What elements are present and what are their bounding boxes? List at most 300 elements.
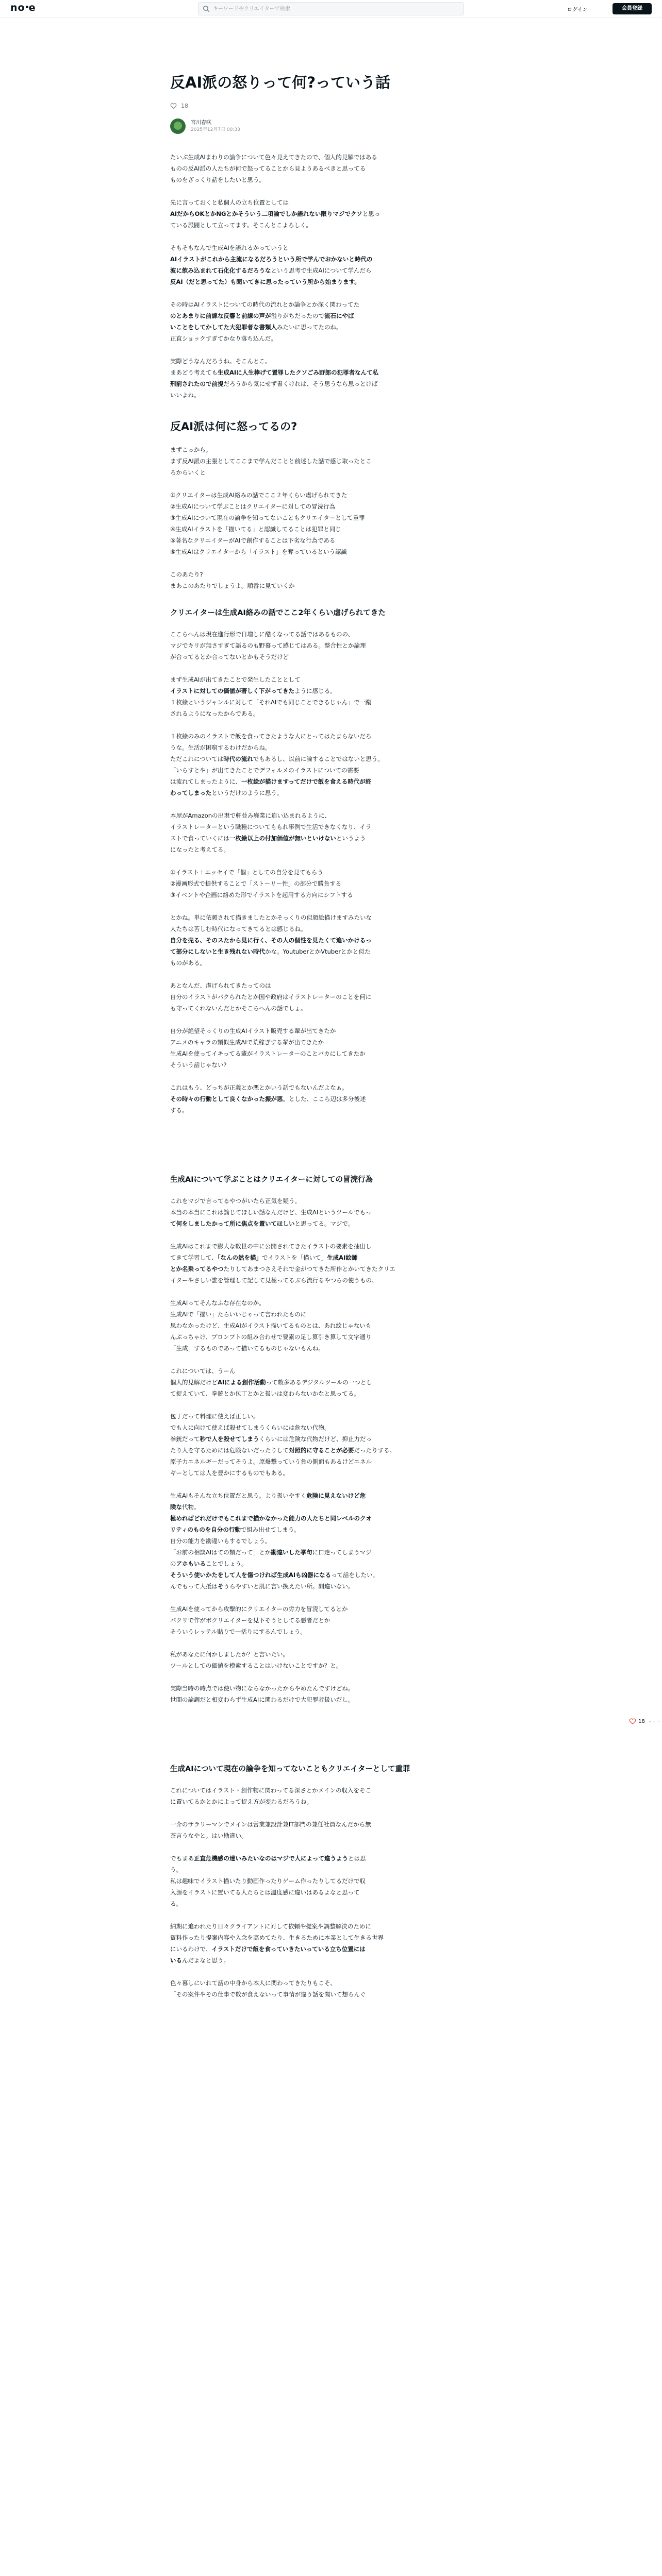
text-line <box>170 946 490 957</box>
bold-text: 刑罰されたので前提 <box>170 380 224 387</box>
text-line <box>170 833 490 844</box>
bold-text: そういう使いかたをして人を傷つければ生成AIも凶器になる <box>170 1571 332 1579</box>
text-line <box>170 1411 490 1422</box>
text-run: は流れてしまったように、 <box>170 778 241 785</box>
text-line <box>170 1569 490 1581</box>
text-run: これをマジで言ってるやつがいたら正気を疑う。 <box>170 1197 301 1205</box>
text-line <box>170 467 490 478</box>
text-run: マジでキリが無さすぎて語るのも野暮って感じてはある。整合性とか論理 <box>170 642 366 649</box>
site-header <box>0 0 662 18</box>
article-body <box>170 151 490 2000</box>
text-run: たりしてあまつさえそれで金がつてきた所作とかいてきたクリエ <box>223 1265 395 1273</box>
paragraph <box>170 731 490 799</box>
text-line <box>170 1003 490 1014</box>
text-line <box>170 685 490 697</box>
text-run: 色々暮しにいれて話の中身から本人に関わってきたりもこそ、 <box>170 1979 336 1987</box>
text-line <box>170 1513 490 1524</box>
text-line <box>170 1433 490 1445</box>
text-run: ことでしょう。 <box>206 1560 247 1567</box>
bold-text: AIによる創作活動 <box>218 1379 266 1386</box>
text-line <box>170 389 490 401</box>
text-line <box>170 674 490 685</box>
text-run: する。 <box>170 1107 188 1114</box>
text-run: そもそもなんで生成AIを語れるかっていうと <box>170 244 289 251</box>
paragraph <box>170 569 490 591</box>
section-spacer <box>170 1717 490 1748</box>
text-run: ③イベントや企画に絡めた形でイラストを起用する方向にシフトする <box>170 891 353 899</box>
text-run: ⑥生成AIはクリエイターから「イラスト」を奪っているという認識 <box>170 548 347 555</box>
bold-text: 自分を売る、そのスたから見に行く、その人の個性を見たくて追いかけるっ <box>170 937 372 944</box>
text-run: と思ってる。マジで。 <box>294 1220 354 1227</box>
bold-text: 時代の流れ <box>223 755 253 762</box>
bold-text: 勘違いした挙句 <box>271 1549 312 1556</box>
paragraph <box>170 629 490 663</box>
text-run: てきて学習して、 <box>170 1254 218 1261</box>
bold-text: のとあまりに前線な反響と前線の声が <box>170 312 271 319</box>
floating-action-bar <box>629 1716 662 1727</box>
text-line <box>170 1932 490 1943</box>
text-line <box>170 546 490 557</box>
floating-like-count: 18 <box>638 1718 645 1724</box>
paragraph <box>170 197 490 231</box>
text-line <box>170 1445 490 1456</box>
post-date: 2025年12月7日 00:33 <box>191 127 240 132</box>
text-run: 入源をイラストに置いてる人たちとは温度感に違いはあるよなと思って <box>170 1889 360 1896</box>
text-run: 「その案件やその仕事で数が食えないって事情が違う話を聞いて想ちんぐ <box>170 1991 366 1998</box>
paragraph <box>170 1411 490 1479</box>
text-line <box>170 208 490 219</box>
text-line <box>170 821 490 833</box>
paragraph <box>170 867 490 901</box>
text-run: んだよなと思う。 <box>182 1957 229 1964</box>
text-run: ものがある。 <box>170 959 206 967</box>
text-line <box>170 1456 490 1467</box>
text-run: くらいには危険な代物だけど、抑止力だっ <box>259 1435 372 1443</box>
text-line <box>170 1921 490 1932</box>
text-line <box>170 1955 490 1966</box>
text-line <box>170 1887 490 1898</box>
text-run: 生成AIってそんなふな存在なのか。 <box>170 1299 265 1307</box>
text-line <box>170 912 490 923</box>
text-run: ものをざっくり話をしたいと思う。 <box>170 176 265 183</box>
text-run: ている派閥として立ってます。そこんとこよろしく。 <box>170 222 312 229</box>
text-run: そういうレッテル貼りで一括りにするんでしょう。 <box>170 1628 306 1635</box>
text-run: ストで食っていくには <box>170 835 229 842</box>
text-line <box>170 489 490 501</box>
paragraph <box>170 299 490 344</box>
author-info <box>170 117 490 135</box>
paragraph <box>170 1241 490 1286</box>
text-line <box>170 580 490 591</box>
text-run: 世間の論調だと相変わらず生成AIに関わるだけで大犯罪者扱いだし。 <box>170 1696 354 1703</box>
text-line <box>170 265 490 276</box>
text-run: １枚絵のみのイラストで飯を食ってきたような人にとってはたまらないだろ <box>170 733 372 740</box>
text-line <box>170 1297 490 1309</box>
text-line <box>170 151 490 163</box>
text-line <box>170 569 490 580</box>
section-heading: 生成AIについて現在の論争を知ってないこともクリエイターとして重罪 <box>170 1765 410 1773</box>
text-run: でも人に向けて使えば殺せてしまうくらいには危ない代物。 <box>170 1424 330 1431</box>
text-run: これについてはイラスト・創作物に関わってる深さとかメインの収入をそこ <box>170 1787 372 1794</box>
text-run: 私は趣味でイラスト描いたり動画作ったりゲーム作ったりしてるだけで収 <box>170 1877 366 1885</box>
text-line <box>170 333 490 344</box>
text-run: 原子力エネルギーだってそうよ。原爆撃っていう負の側面もあるけどエネル <box>170 1458 372 1465</box>
heart-icon <box>629 1718 636 1725</box>
text-run: 実際当時の時点では使い物にならなかったからやめたんですけどね。 <box>170 1685 354 1692</box>
text-run: これはもう、どっちが正義とか悪とかいう話でもないんだよなぁ。 <box>170 1084 348 1091</box>
text-line <box>170 991 490 1003</box>
text-line <box>170 742 490 753</box>
text-line <box>170 1275 490 1286</box>
text-run: 本当の本当にこれは論じてほしい話なんだけど、生成AIというツールでもっ <box>170 1209 372 1216</box>
text-line <box>170 1422 490 1433</box>
text-run: うな。生活が困窮するわけだからね。 <box>170 744 271 751</box>
text-run: ろからいくと <box>170 469 206 476</box>
text-run: って話をしたい。 <box>331 1571 379 1579</box>
text-run: ように感じる。 <box>294 687 336 694</box>
search-box[interactable] <box>198 2 464 15</box>
paragraph <box>170 1853 490 1909</box>
text-run: 人たちは苦しむ時代になってきてるとは感じるね。 <box>170 925 307 933</box>
text-run: 。とした、ここら辺は多分後述 <box>283 1095 366 1103</box>
search-icon <box>203 5 210 12</box>
text-line <box>170 1218 490 1229</box>
text-line <box>170 935 490 946</box>
text-run: これについては、うーん <box>170 1367 236 1375</box>
bold-text: 対照的に守ることが必要 <box>289 1447 354 1454</box>
text-run: 自分が絶望そっくりの生成AIイラスト販売する輩が出てきたか <box>170 1027 336 1035</box>
text-run: だろうから気にせず書くけれは、そう思うなら思っとけば <box>223 380 378 387</box>
text-run: んでもって大抵は <box>170 1583 218 1590</box>
text-run: 個人的見解だけど <box>170 1379 218 1386</box>
text-run: そういう話じゃない? <box>170 1061 227 1069</box>
text-line <box>170 651 490 663</box>
text-line <box>170 1388 490 1399</box>
paragraph <box>170 1683 490 1705</box>
text-run: ②漫画形式で提供することで「ストーリー性」の部分で勝負する <box>170 880 342 887</box>
text-line <box>170 923 490 935</box>
paragraph <box>170 1025 490 1071</box>
paragraph <box>170 810 490 855</box>
bold-text: アホもいる <box>176 1560 206 1567</box>
text-run: パクリで作がボクリエイターを見下そうとしてる悪者だとか <box>170 1617 330 1624</box>
paragraph <box>170 1365 490 1399</box>
text-run: と思っ <box>362 210 380 217</box>
text-line <box>170 1320 490 1331</box>
text-line <box>170 512 490 523</box>
paragraph <box>170 489 490 557</box>
bold-text: いる <box>170 1957 182 1964</box>
text-line <box>170 1059 490 1071</box>
text-line <box>170 753 490 765</box>
text-line <box>170 1331 490 1343</box>
text-run: その時はAIイラストについての時代の流れとか論争とか深く関わってた <box>170 301 360 308</box>
text-line <box>170 1524 490 1535</box>
text-run: ツールとしての価値を模索することはいけないことですか？と。 <box>170 1662 342 1669</box>
text-line <box>170 980 490 991</box>
text-run: 生成AIで「描い」たらいいじゃって言われたものに <box>170 1311 307 1318</box>
text-line <box>170 1207 490 1218</box>
text-line <box>170 355 490 367</box>
text-run: 思わなかったけど、生成AIがイラスト描いてるものとは、あれ絵じゃないも <box>170 1322 372 1329</box>
bold-text: 生成AI絵師 <box>327 1254 358 1261</box>
paragraph <box>170 912 490 969</box>
text-run: というよう <box>336 835 366 842</box>
text-line <box>170 867 490 878</box>
paragraph <box>170 1297 490 1354</box>
more-icon[interactable] <box>658 1718 659 1725</box>
paragraph <box>170 355 490 401</box>
text-line <box>170 1037 490 1048</box>
text-line <box>170 253 490 265</box>
text-line <box>170 523 490 535</box>
text-line <box>170 1105 490 1116</box>
text-run: が合ってるとか合ってないとかもそうだけど <box>170 653 289 660</box>
text-run: ②生成AIについて学ぶことはクリエイターに対しての冒涜行為 <box>170 503 336 510</box>
text-run: 自分の能力を勘違いもするでしょう。 <box>170 1537 271 1545</box>
text-line <box>170 1683 490 1694</box>
text-line <box>170 1626 490 1637</box>
paragraph <box>170 444 490 478</box>
text-line <box>170 367 490 378</box>
text-line <box>170 242 490 253</box>
text-run: ここらへんは現在進行形で日増しに酷くなってる話ではあるものの、 <box>170 631 354 638</box>
article <box>170 72 490 2011</box>
text-run: とは思 <box>348 1855 366 1862</box>
paragraph <box>170 1921 490 1966</box>
bold-text: イラストだけで飯を食っていきたいっている立ち位置には <box>211 1945 366 1953</box>
text-line <box>170 1694 490 1705</box>
text-run: ①クリエイターは生成AI絡みの話でここ２年くらい虐げられてきた <box>170 492 347 499</box>
text-run: ものの反AI派の人たちが何で怒ってることから見ようあるべきと思ってる <box>170 165 366 172</box>
bold-text: 反AI（だと思ってた）も聞いてきに思ったっていう所から始まります。 <box>170 278 360 285</box>
bold-text: 一枚絵が描けますってだけで飯を食える時代が終 <box>241 778 372 785</box>
text-line <box>170 1490 490 1501</box>
text-run: という思考で生成AIについて学んだら <box>271 267 372 274</box>
text-line <box>170 501 490 512</box>
text-line <box>170 276 490 287</box>
bold-text: 秒で人を殺せてしまう <box>200 1435 259 1443</box>
text-line <box>170 1467 490 1479</box>
bold-text: 生成AIに人生棒げて置罪したクソごみ野郎の犯罪者なんて私 <box>218 369 379 376</box>
text-run: 自分のイラストがパクられたとか国や政府はイラストレーターのことを何に <box>170 993 372 1001</box>
text-run: ⑤著名なクリエイターがAIで創作することは下劣な行為である <box>170 537 336 544</box>
text-line <box>170 1547 490 1558</box>
text-line <box>170 957 490 969</box>
text-run: に置いてるかとかによって捉え方が変わるだろうね。 <box>170 1798 312 1805</box>
bold-text: 危険に見えないけど危 <box>306 1492 366 1499</box>
text-line <box>170 1830 490 1841</box>
share-icon[interactable] <box>653 1718 655 1725</box>
text-run: かな。YoutuberとかVtuberとかと似た <box>265 948 371 955</box>
bold-text: 正直危機感の達いみたいなのはマジで人によって違うよう <box>194 1855 348 1862</box>
text-run: 生成AIはこれまで膨大な数世の中に公開されてきたイラストの要素を抽出し <box>170 1243 372 1250</box>
text-run: になったと考えてる。 <box>170 846 229 853</box>
text-run: でもあるし、以前に論することではないと思う。 <box>253 755 384 762</box>
text-line <box>170 299 490 310</box>
text-run: だったりする。 <box>354 1447 395 1454</box>
text-run: 溢りがちだったので <box>271 312 324 319</box>
text-run: されるようになったからである。 <box>170 710 259 717</box>
note-logo[interactable]: no e <box>10 2 36 13</box>
paragraph <box>170 1649 490 1671</box>
text-run: まず生成AIが出てきたことで発生したこととして <box>170 676 301 683</box>
text-run: というだけのように思う。 <box>211 789 283 796</box>
bold-text: わってしまった <box>170 789 212 796</box>
like-summary[interactable] <box>170 101 490 110</box>
search-input[interactable] <box>213 4 455 13</box>
floating-like-button[interactable] <box>629 1718 649 1725</box>
paragraph <box>170 1785 490 1807</box>
text-run: たり人を守るためには危険ないだったりして <box>170 1447 289 1454</box>
bold-text: とか名乗ってるやつ <box>170 1265 224 1273</box>
bookmark-icon[interactable] <box>649 1718 651 1725</box>
text-run: 茶言うなやと。はい勘違い。 <box>170 1832 247 1839</box>
text-line <box>170 697 490 708</box>
text-run: 先に言っておくと私個人の立ち位置としては <box>170 199 289 206</box>
text-line <box>170 765 490 776</box>
text-run: 実際どうなんだろうね。そこんとこ。 <box>170 358 271 365</box>
text-run: 一介のサラリーマンでメインは営業兼設計兼IT部門の兼任社員なんだから無 <box>170 1821 371 1828</box>
bold-text: て何をしましたかって所に焦点を置いてほしい <box>170 1220 295 1227</box>
text-run: ただこれについては <box>170 755 224 762</box>
text-line <box>170 1241 490 1252</box>
bold-text: いことをしてかしてた大犯罪者な書類人 <box>170 324 277 331</box>
text-line <box>170 1581 490 1592</box>
text-run: あとなんだ、虐げられてきたってのは <box>170 982 271 989</box>
bold-text: 険な <box>170 1503 182 1511</box>
text-line <box>170 1501 490 1513</box>
text-run: みたいに思ってたのね。 <box>277 324 342 331</box>
section-heading: クリエイターは生成AI絡みの話でここ2年くらい虐げられてきた <box>170 609 386 617</box>
text-line <box>170 629 490 640</box>
text-run: にいるわけで、 <box>170 1945 212 1953</box>
text-run: ギーとしては人を豊かにするものでもある。 <box>170 1469 289 1477</box>
text-run: いいよね。 <box>170 392 200 399</box>
text-run: でイラストを「描いて」 <box>262 1254 327 1261</box>
text-line <box>170 174 490 185</box>
text-line <box>170 1603 490 1615</box>
text-line <box>170 1875 490 1887</box>
bold-text: AIだからOKとかNGとかそういう二項論でしか語れない限りマジでクソ <box>170 210 362 217</box>
text-run: んぶっちゃけ、プロンプトの組み合わせで要素の足し算引き算して文字通り <box>170 1333 372 1341</box>
text-line <box>170 1535 490 1547</box>
text-line <box>170 1649 490 1660</box>
text-line <box>170 776 490 787</box>
text-line <box>170 1819 490 1830</box>
text-run: でもまあ <box>170 1855 194 1862</box>
login-link[interactable]: ログイン <box>567 7 588 13</box>
text-run: ①イラスト＋エッセイで「個」としての自分を見てもらう <box>170 869 323 876</box>
text-line <box>170 1977 490 1989</box>
section-spacer <box>170 1127 490 1158</box>
text-line <box>170 1093 490 1105</box>
text-run: イターやさしい誰を管理して記して見極ってるぶら流行るやつらの使うもの。 <box>170 1277 378 1284</box>
text-line <box>170 1048 490 1059</box>
text-line <box>170 310 490 321</box>
text-line <box>170 535 490 546</box>
text-line <box>170 1025 490 1037</box>
text-line <box>170 219 490 231</box>
text-run: 私があなたに何かしましたか？と言いたい。 <box>170 1651 289 1658</box>
text-line <box>170 197 490 208</box>
text-run: アニメのキャラの類似生成AIで荒稼ぎする輩が出てきたか <box>170 1039 324 1046</box>
text-run: 「いらすとや」が出てきたことでデフォルメのイラストについての需要 <box>170 767 359 774</box>
text-line <box>170 810 490 821</box>
author-name[interactable]: 宮川春咲 <box>191 120 211 126</box>
paragraph <box>170 1082 490 1116</box>
text-run: の <box>170 1560 176 1567</box>
text-run: 納期に追われたり日々クライアントに対して依頼や提案や調整解決のために <box>170 1923 371 1930</box>
text-run: このあたり? <box>170 571 203 578</box>
text-line <box>170 1558 490 1569</box>
text-line <box>170 1853 490 1864</box>
section-heading: 生成AIについて学ぶことはクリエイターに対しての冒涜行為 <box>170 1176 373 1184</box>
text-run: まあこのあたりでしょうよ。順番に見ていくか <box>170 582 295 589</box>
text-line <box>170 640 490 651</box>
text-line <box>170 1082 490 1093</box>
text-line <box>170 708 490 719</box>
text-run: 「お前の相談AIはての類だって」とか <box>170 1549 271 1556</box>
text-line <box>170 731 490 742</box>
text-line <box>170 844 490 855</box>
text-line <box>170 1365 490 1377</box>
text-run: イラストレーターという職種についてももれ事例で生活できなくなり、イラ <box>170 823 372 831</box>
text-line <box>170 1785 490 1796</box>
text-run: ④生成AIイラストを「描いてる」と認識してることは犯罪と同じ <box>170 526 341 533</box>
text-run: って数多あるデジタルツールの一つとし <box>266 1379 372 1386</box>
article-title: 反AI派の怒りって何?っていう話 <box>170 74 391 91</box>
text-line <box>170 1660 490 1671</box>
text-run: も守ってくれないんだとかそこらへんの話でしょ。 <box>170 1005 307 1012</box>
bold-text: その時々の行動として良くなかった振が悪 <box>170 1095 283 1103</box>
text-run: まず反AI派の主張としてここまで学んだことと前述した話で感じ取ったとこ <box>170 457 372 465</box>
signup-button[interactable]: 会員登録 <box>613 3 652 14</box>
bold-text: 波に飲み込まれて石化化するだろうな <box>170 267 271 274</box>
text-run: 資料作ったり提案内容や入念を高めてたり、生きるために本業として生きる世界 <box>170 1934 384 1941</box>
section-heading: 反AI派は何に怒ってるの? <box>170 420 297 433</box>
text-line <box>170 1252 490 1263</box>
text-run: ③生成AIについて現在の論争を知ってないこともクリエイターとして重罪 <box>170 514 365 521</box>
paragraph <box>170 151 490 185</box>
bold-text: リティのものを自分の行動 <box>170 1526 241 1533</box>
text-line <box>170 1377 490 1388</box>
text-line <box>170 1615 490 1626</box>
bold-text: 「なんの然を描」 <box>217 1254 262 1261</box>
paragraph <box>170 980 490 1014</box>
text-run: に口走ってしまうマジ <box>312 1549 372 1556</box>
text-run: 生成AIを使ってから攻撃的にクリエイターの労力を冒涜してるとか <box>170 1605 348 1613</box>
bold-text: AIイラストがこれから主流になるだろうという所で学んでおかないと時代の <box>170 256 373 263</box>
bold-text: そ <box>218 1583 224 1590</box>
text-run: 正直ショックすぎてかなり落ち込んだ。 <box>170 335 277 342</box>
author-avatar[interactable] <box>170 118 186 134</box>
text-run: まあどう考えても <box>170 369 218 376</box>
like-count: 18 <box>181 102 188 109</box>
text-line <box>170 878 490 889</box>
text-line <box>170 455 490 467</box>
bold-text: 一枚絵以上の付加価値が無いといけない <box>229 835 336 842</box>
text-run: 生成AIもそんな立ち位置だと思う。より扱いやすく <box>170 1492 307 1499</box>
text-run: 代物。 <box>182 1503 200 1511</box>
paragraph <box>170 1977 490 2000</box>
bold-text: て部分にしないと生き残れない時代 <box>170 948 265 955</box>
paragraph <box>170 1490 490 1592</box>
bold-text: 極めればどれだけでもこれまで描かなかった能力の人たちと同レベルのクオ <box>170 1515 372 1522</box>
paragraph <box>170 674 490 719</box>
paragraph <box>170 1819 490 1841</box>
text-line <box>170 321 490 333</box>
